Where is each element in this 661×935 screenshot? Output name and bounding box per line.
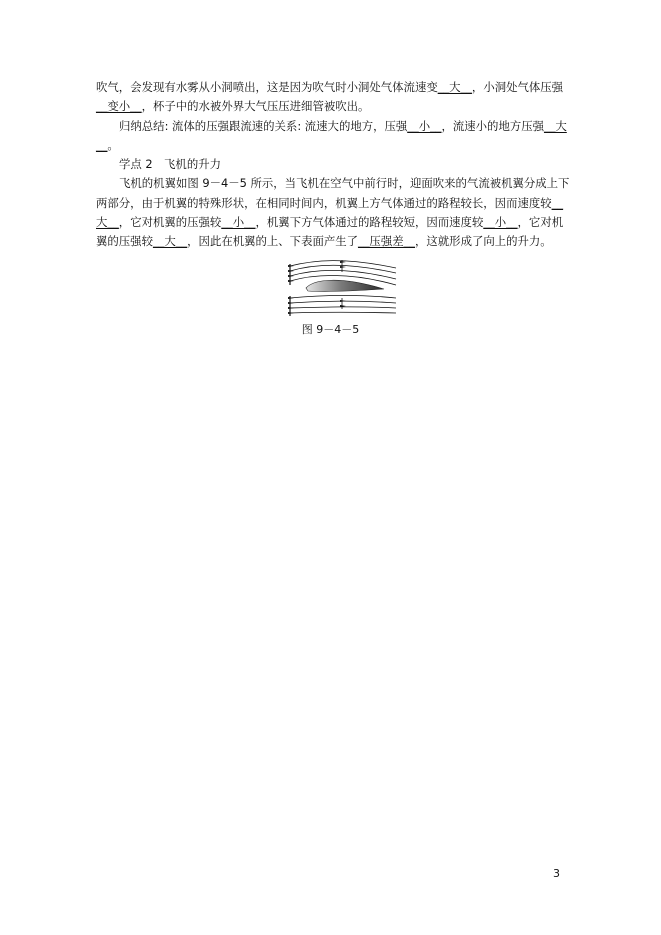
text-run: 归纳总结: 流体的压强跟流速的关系: 流速大的地方，压强 — [119, 118, 408, 133]
answer-blank: __变小__ — [96, 99, 142, 114]
streamline — [290, 312, 396, 313]
airfoil-diagram — [284, 258, 400, 320]
text-run: ，因此在机翼的上、下表面产生了 — [187, 234, 359, 249]
text-run: ，机翼下方气体通过的路程较短，因而速度较 — [255, 215, 484, 230]
answer-blank: __大__ — [152, 234, 188, 249]
text-run: ，它对机翼的压强较 — [118, 215, 222, 230]
text-run: ，这就形成了向上的升力。 — [415, 234, 552, 249]
text-run: ，杯子中的水被外界大气压压进细管被吹出。 — [141, 99, 370, 114]
text-run: ，小洞处气体压强 — [471, 80, 564, 94]
answer-blank: __小__ — [407, 118, 442, 133]
answer-blank: __大__ — [96, 195, 564, 230]
answer-blank: __小__ — [483, 215, 518, 230]
wing-shape — [306, 280, 384, 291]
text-run: 。 — [107, 137, 119, 152]
streamline — [290, 307, 396, 308]
answer-blank: __大__ — [96, 118, 567, 152]
main-text — [96, 78, 570, 252]
text-run: 飞机的机翼如图 9－4－5 所示，当飞机在空气中前行时，迎面吹来的气流被机翼分成上下两部分，由于机翼的特殊形状，在相同时间内，机翼上方气体通过的路程较长，因而速度较 — [96, 176, 570, 210]
text-run: ，它对机翼的压强较 — [96, 215, 564, 249]
answer-blank: __压强差__ — [358, 234, 415, 249]
page-number: 3 — [553, 867, 560, 880]
figure-caption: 图 9－4－5 — [301, 323, 360, 336]
section-heading: 学点 2 飞机的升力 — [119, 157, 221, 172]
answer-blank: __小__ — [221, 215, 256, 230]
text-run: ，流速小的地方压强 — [441, 118, 545, 133]
airfoil-figure — [284, 258, 400, 320]
streamline — [290, 265, 396, 273]
paragraph-1 — [96, 78, 570, 117]
summary-paragraph — [96, 117, 570, 156]
answer-blank: __大__ — [437, 80, 472, 94]
paragraph-2 — [96, 174, 570, 251]
text-run: 吹气，会发现有水雾从小洞喷出，这是因为吹气时小洞处气体流速变 — [96, 80, 438, 94]
streamline — [290, 295, 396, 298]
